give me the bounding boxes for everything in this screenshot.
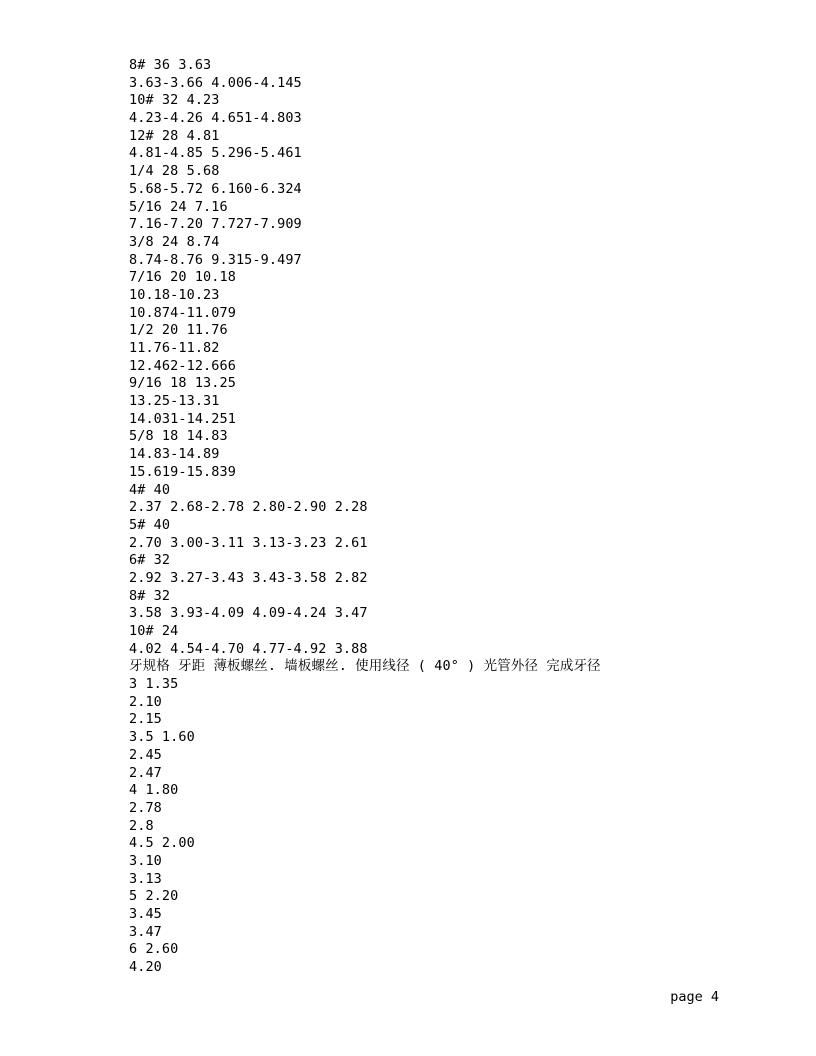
text-line: 5/16 24 7.16 bbox=[129, 198, 228, 215]
text-line: 15.619-15.839 bbox=[129, 463, 236, 480]
text-line: 5/8 18 14.83 bbox=[129, 428, 228, 445]
text-line: 2.92 3.27-3.43 3.43-3.58 2.82 bbox=[129, 569, 368, 586]
text-line: 3.10 bbox=[129, 852, 162, 869]
text-line: 2.10 bbox=[129, 693, 162, 710]
text-line: 13.25-13.31 bbox=[129, 393, 220, 410]
text-line: 7.16-7.20 7.727-7.909 bbox=[129, 216, 302, 233]
text-line: 2.47 bbox=[129, 764, 162, 781]
text-line: 10.18-10.23 bbox=[129, 286, 220, 303]
text-line: 9/16 18 13.25 bbox=[129, 375, 236, 392]
text-line: 2.70 3.00-3.11 3.13-3.23 2.61 bbox=[129, 534, 368, 551]
text-line: 3 1.35 bbox=[129, 676, 179, 693]
text-line: 10.874-11.079 bbox=[129, 304, 236, 321]
text-line: 1/2 20 11.76 bbox=[129, 322, 228, 339]
text-line: 4.5 2.00 bbox=[129, 835, 195, 852]
text-line: 4.81-4.85 5.296-5.461 bbox=[129, 145, 302, 162]
text-line: 2.8 bbox=[129, 817, 154, 834]
text-line: 4.02 4.54-4.70 4.77-4.92 3.88 bbox=[129, 640, 368, 657]
text-line: 3.58 3.93-4.09 4.09-4.24 3.47 bbox=[129, 605, 368, 622]
text-line: 3.63-3.66 4.006-4.145 bbox=[129, 74, 302, 91]
text-line: 4# 40 bbox=[129, 481, 171, 498]
text-lines bbox=[129, 57, 601, 977]
text-line: 5# 40 bbox=[129, 516, 171, 533]
text-line: 12# 28 4.81 bbox=[129, 127, 220, 144]
text-line: 3.5 1.60 bbox=[129, 729, 195, 746]
text-line: 6 2.60 bbox=[129, 941, 179, 958]
text-line: 3.47 bbox=[129, 923, 162, 940]
text-line: 14.83-14.89 bbox=[129, 446, 220, 463]
text-line: 4 1.80 bbox=[129, 782, 179, 799]
text-line: 2.15 bbox=[129, 711, 162, 728]
text-line: 5.68-5.72 6.160-6.324 bbox=[129, 180, 302, 197]
text-line: 14.031-14.251 bbox=[129, 410, 236, 427]
text-line: 11.76-11.82 bbox=[129, 340, 220, 356]
text-line: 10# 32 4.23 bbox=[129, 92, 220, 109]
text-line: 3/8 24 8.74 bbox=[129, 233, 220, 250]
text-line: 1/4 28 5.68 bbox=[129, 163, 220, 180]
text-line: 12.462-12.666 bbox=[129, 357, 236, 374]
text-line: 2.45 bbox=[129, 746, 162, 763]
text-line: 7/16 20 10.18 bbox=[129, 269, 236, 286]
text-line: 2.78 bbox=[129, 799, 162, 816]
text-line: 10# 24 bbox=[129, 623, 179, 639]
text-line: 6# 32 bbox=[129, 552, 171, 569]
page-number: page 4 bbox=[670, 989, 719, 1005]
text-line: 3.13 bbox=[129, 870, 162, 887]
text-line: 8# 32 bbox=[129, 587, 171, 604]
text-line: 3.45 bbox=[129, 906, 162, 922]
text-line: 4.23-4.26 4.651-4.803 bbox=[129, 110, 302, 127]
text-line: 5 2.20 bbox=[129, 888, 179, 905]
text-line: 4.20 bbox=[129, 959, 162, 976]
text-line: 8# 36 3.63 bbox=[129, 57, 212, 73]
text-line: 2.37 2.68-2.78 2.80-2.90 2.28 bbox=[129, 499, 368, 516]
text-line: 8.74-8.76 9.315-9.497 bbox=[129, 251, 302, 268]
table-header-line: 牙规格 牙距 薄板螺丝. 墙板螺丝. 使用线径 ( 40° ) 光管外径 完成牙径 bbox=[129, 658, 601, 675]
